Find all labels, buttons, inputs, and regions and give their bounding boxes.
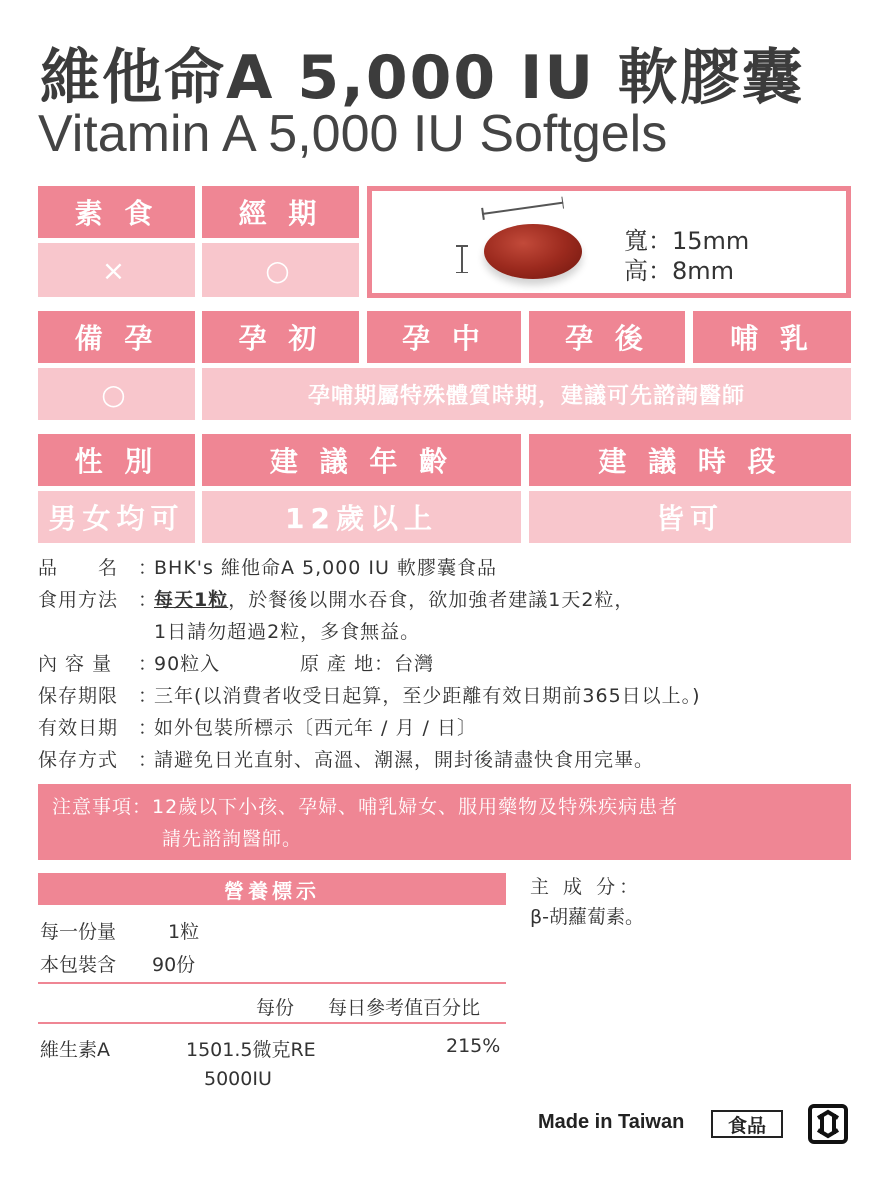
- origin: [300, 648, 434, 680]
- origin-label: 原 產 地: [300, 653, 375, 675]
- usage-label: 食用方法: [38, 589, 119, 611]
- usage-value: [154, 584, 634, 616]
- header-preconception: 備 孕: [38, 311, 195, 363]
- pregnancy-note: 孕哺期屬特殊體質時期，建議可先諮詢醫師: [202, 368, 851, 420]
- header-recommended-time: 建 議 時 段: [529, 434, 851, 486]
- title-chinese: 維他命A 5,000 IU 軟膠囊: [40, 43, 804, 113]
- capsule-size-box: [367, 186, 851, 298]
- nutrition-title: 營養標示: [38, 873, 506, 905]
- name-label: 品 名: [38, 557, 119, 579]
- colon: ：: [138, 589, 159, 611]
- nutrition-divider-1: [38, 982, 506, 984]
- caution-line-2: 請先諮詢醫師。: [162, 828, 303, 850]
- colon: ：: [138, 685, 159, 707]
- capsule-height: 高：8mm: [624, 257, 735, 285]
- food-label-box: 食品: [711, 1110, 783, 1138]
- storage-label: 保存方式: [38, 749, 119, 771]
- nutrient-daily-percent: 215%: [446, 1035, 501, 1057]
- value-recommended-age: 12歲以上: [202, 491, 521, 543]
- header-vegetarian: 素 食: [38, 186, 195, 238]
- origin-value: 台灣: [394, 653, 435, 675]
- value-preconception: ○: [38, 368, 195, 420]
- nutrition-divider-2: [38, 1022, 506, 1024]
- expiry-label: 有效日期: [38, 717, 119, 739]
- serving-label: 每一份量: [40, 921, 117, 943]
- value-menstruation: ○: [202, 243, 359, 297]
- header-menstruation: 經 期: [202, 186, 359, 238]
- height-ruler-icon: [461, 245, 463, 273]
- capsule-width: 寬：15mm: [624, 227, 750, 255]
- colon: ：: [138, 653, 159, 675]
- width-ruler-icon: [482, 202, 563, 215]
- header-early-pregnancy: 孕 初: [202, 311, 359, 363]
- col-per-serving: 每份: [256, 997, 295, 1019]
- name-value: BHK's 維他命A 5,000 IU 軟膠囊食品: [154, 557, 497, 579]
- title-english: Vitamin A 5,000 IU Softgels: [38, 105, 668, 163]
- value-vegetarian: ×: [38, 243, 195, 297]
- expiry-value: 如外包裝所標示〔西元年 / 月 / 日〕: [154, 717, 477, 739]
- header-gender: 性 別: [38, 434, 195, 486]
- colon: ：: [374, 653, 395, 675]
- caution-line-1: 注意事項：12歲以下小孩、孕婦、哺乳婦女、服用藥物及特殊疾病患者: [52, 796, 679, 818]
- package-label: 本包裝含: [40, 954, 117, 976]
- content-label: 內 容 量: [38, 653, 113, 675]
- usage-instructions: ，於餐後以開水吞食，欲加強者建議1天2粒，: [228, 589, 635, 611]
- ingredients-value: β-胡蘿蔔素。: [530, 906, 644, 928]
- col-daily-percent: 每日參考值百分比: [328, 997, 481, 1019]
- colon: ：: [138, 557, 159, 579]
- header-late-pregnancy: 孕 後: [529, 311, 685, 363]
- recycle-icon: [808, 1104, 848, 1144]
- colon: ：: [138, 717, 159, 739]
- made-in-taiwan: Made in Taiwan: [538, 1111, 685, 1133]
- header-mid-pregnancy: 孕 中: [367, 311, 521, 363]
- storage-value: 請避免日光直射、高溫、潮濕，開封後請盡快食用完畢。: [154, 749, 655, 771]
- nutrient-name: 維生素A: [40, 1039, 110, 1061]
- caution-notice: [38, 784, 851, 860]
- shelf-label: 保存期限: [38, 685, 119, 707]
- package-value: 90份: [152, 954, 196, 976]
- value-recommended-time: 皆可: [529, 491, 851, 543]
- header-breastfeeding: 哺 乳: [693, 311, 851, 363]
- colon: ：: [138, 749, 159, 771]
- serving-value: 1粒: [168, 921, 200, 943]
- value-gender: 男女均可: [38, 491, 195, 543]
- header-recommended-age: 建 議 年 齡: [202, 434, 521, 486]
- usage-dose: 每天1粒: [154, 589, 229, 611]
- softgel-image: [484, 224, 582, 279]
- content-value: 90粒入: [154, 653, 221, 675]
- shelf-value: 三年(以消費者收受日起算，至少距離有效日期前365日以上。): [154, 685, 701, 707]
- nutrient-amount-iu: 5000IU: [204, 1068, 272, 1090]
- ingredients-label: 主 成 分：: [530, 876, 643, 898]
- usage-value-line2: 1日請勿超過2粒，多食無益。: [154, 621, 421, 643]
- nutrient-amount-re: 1501.5微克RE: [186, 1039, 316, 1061]
